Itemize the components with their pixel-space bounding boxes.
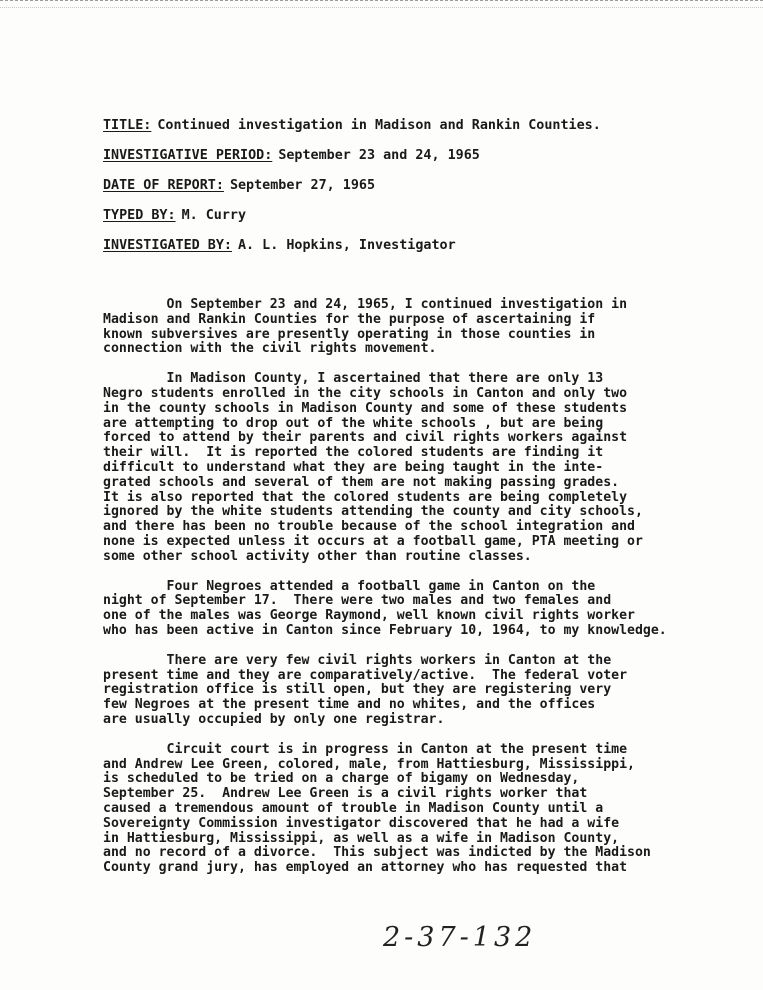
investigated-by-value: A. L. Hopkins, Investigator [238,238,456,253]
date-of-report-line [103,175,723,205]
title-label: TITLE: [103,118,152,133]
investigative-period-value: September 23 and 24, 1965 [278,148,480,163]
typed-by-value: M. Curry [181,208,247,223]
typed-by-label: TYPED BY: [103,208,176,223]
report-body [103,298,743,891]
page-top-border [0,0,763,8]
body-paragraph: There are very few civil rights workers in Canton at the present time and they are comparatively/active. The federal voter registration office is still open, but they are registering very few Negroes at the present time and no whites, and the offices are usually occupied by only one registrar. [103,652,628,727]
handwritten-document-number: 2-37-132 [383,922,537,953]
body-paragraph: In Madison County, I ascertained that there are only 13 Negro students enrolled in the city schools in Canton and only two in the county schools in Madison County and some of these students are attempting to drop out of the white schools , but are being forced to attend by their parents and civil rights workers against their will. It is reported the colored students are finding it difficult to understand what they are being taught in the inte- grated schools and several of them are not making passing grades. It is also reported that the colored students are being completely ignored by the white students attending the county and city schools, and there has been no trouble because of the school integration and none is expected unless it occurs at a football game, PTA meeting or some other school activity other than routine classes. [103,371,643,564]
report-header [103,115,723,265]
body-paragraph: On September 23 and 24, 1965, I continued investigation in Madison and Rankin Counties for the purpose of ascertaining if known subversives are presently operating in those counties in connection with the civil rights movement. [103,297,628,357]
typed-by-line [103,205,723,235]
title-line [103,115,723,145]
date-of-report-value: September 27, 1965 [229,178,376,193]
body-paragraph: Circuit court is in progress in Canton at the present time and Andrew Lee Green, colored, male, from Hattiesburg, Mississippi, is scheduled to be tried on a charge of bigamy on Wednesday, September 25. Andrew Lee Green is a civil rights worker that caused a tremendous amount of trouble in Madison County until a Sovereignty Commission investigator discovered that he had a wife in Hattiesburg, Mississippi, as well as a wife in Madison County, and no record of a divorce. This subject was indicted by the Madison County grand jury, has employed an attorney who has requested that [103,741,651,876]
investigated-by-label: INVESTIGATED BY: [103,238,232,253]
investigated-by-line [103,235,723,265]
investigative-period-label: INVESTIGATIVE PERIOD: [103,148,273,163]
title-value: Continued investigation in Madison and Rankin Counties. [157,118,601,133]
body-paragraph: Four Negroes attended a football game in Canton on the night of September 17. There were two males and two females and one of the males was George Raymond, well known civil rights worker who has been active in Canton since February 10, 1964, to my knowledge. [103,578,667,638]
investigative-period-line [103,145,723,175]
date-of-report-label: DATE OF REPORT: [103,178,224,193]
